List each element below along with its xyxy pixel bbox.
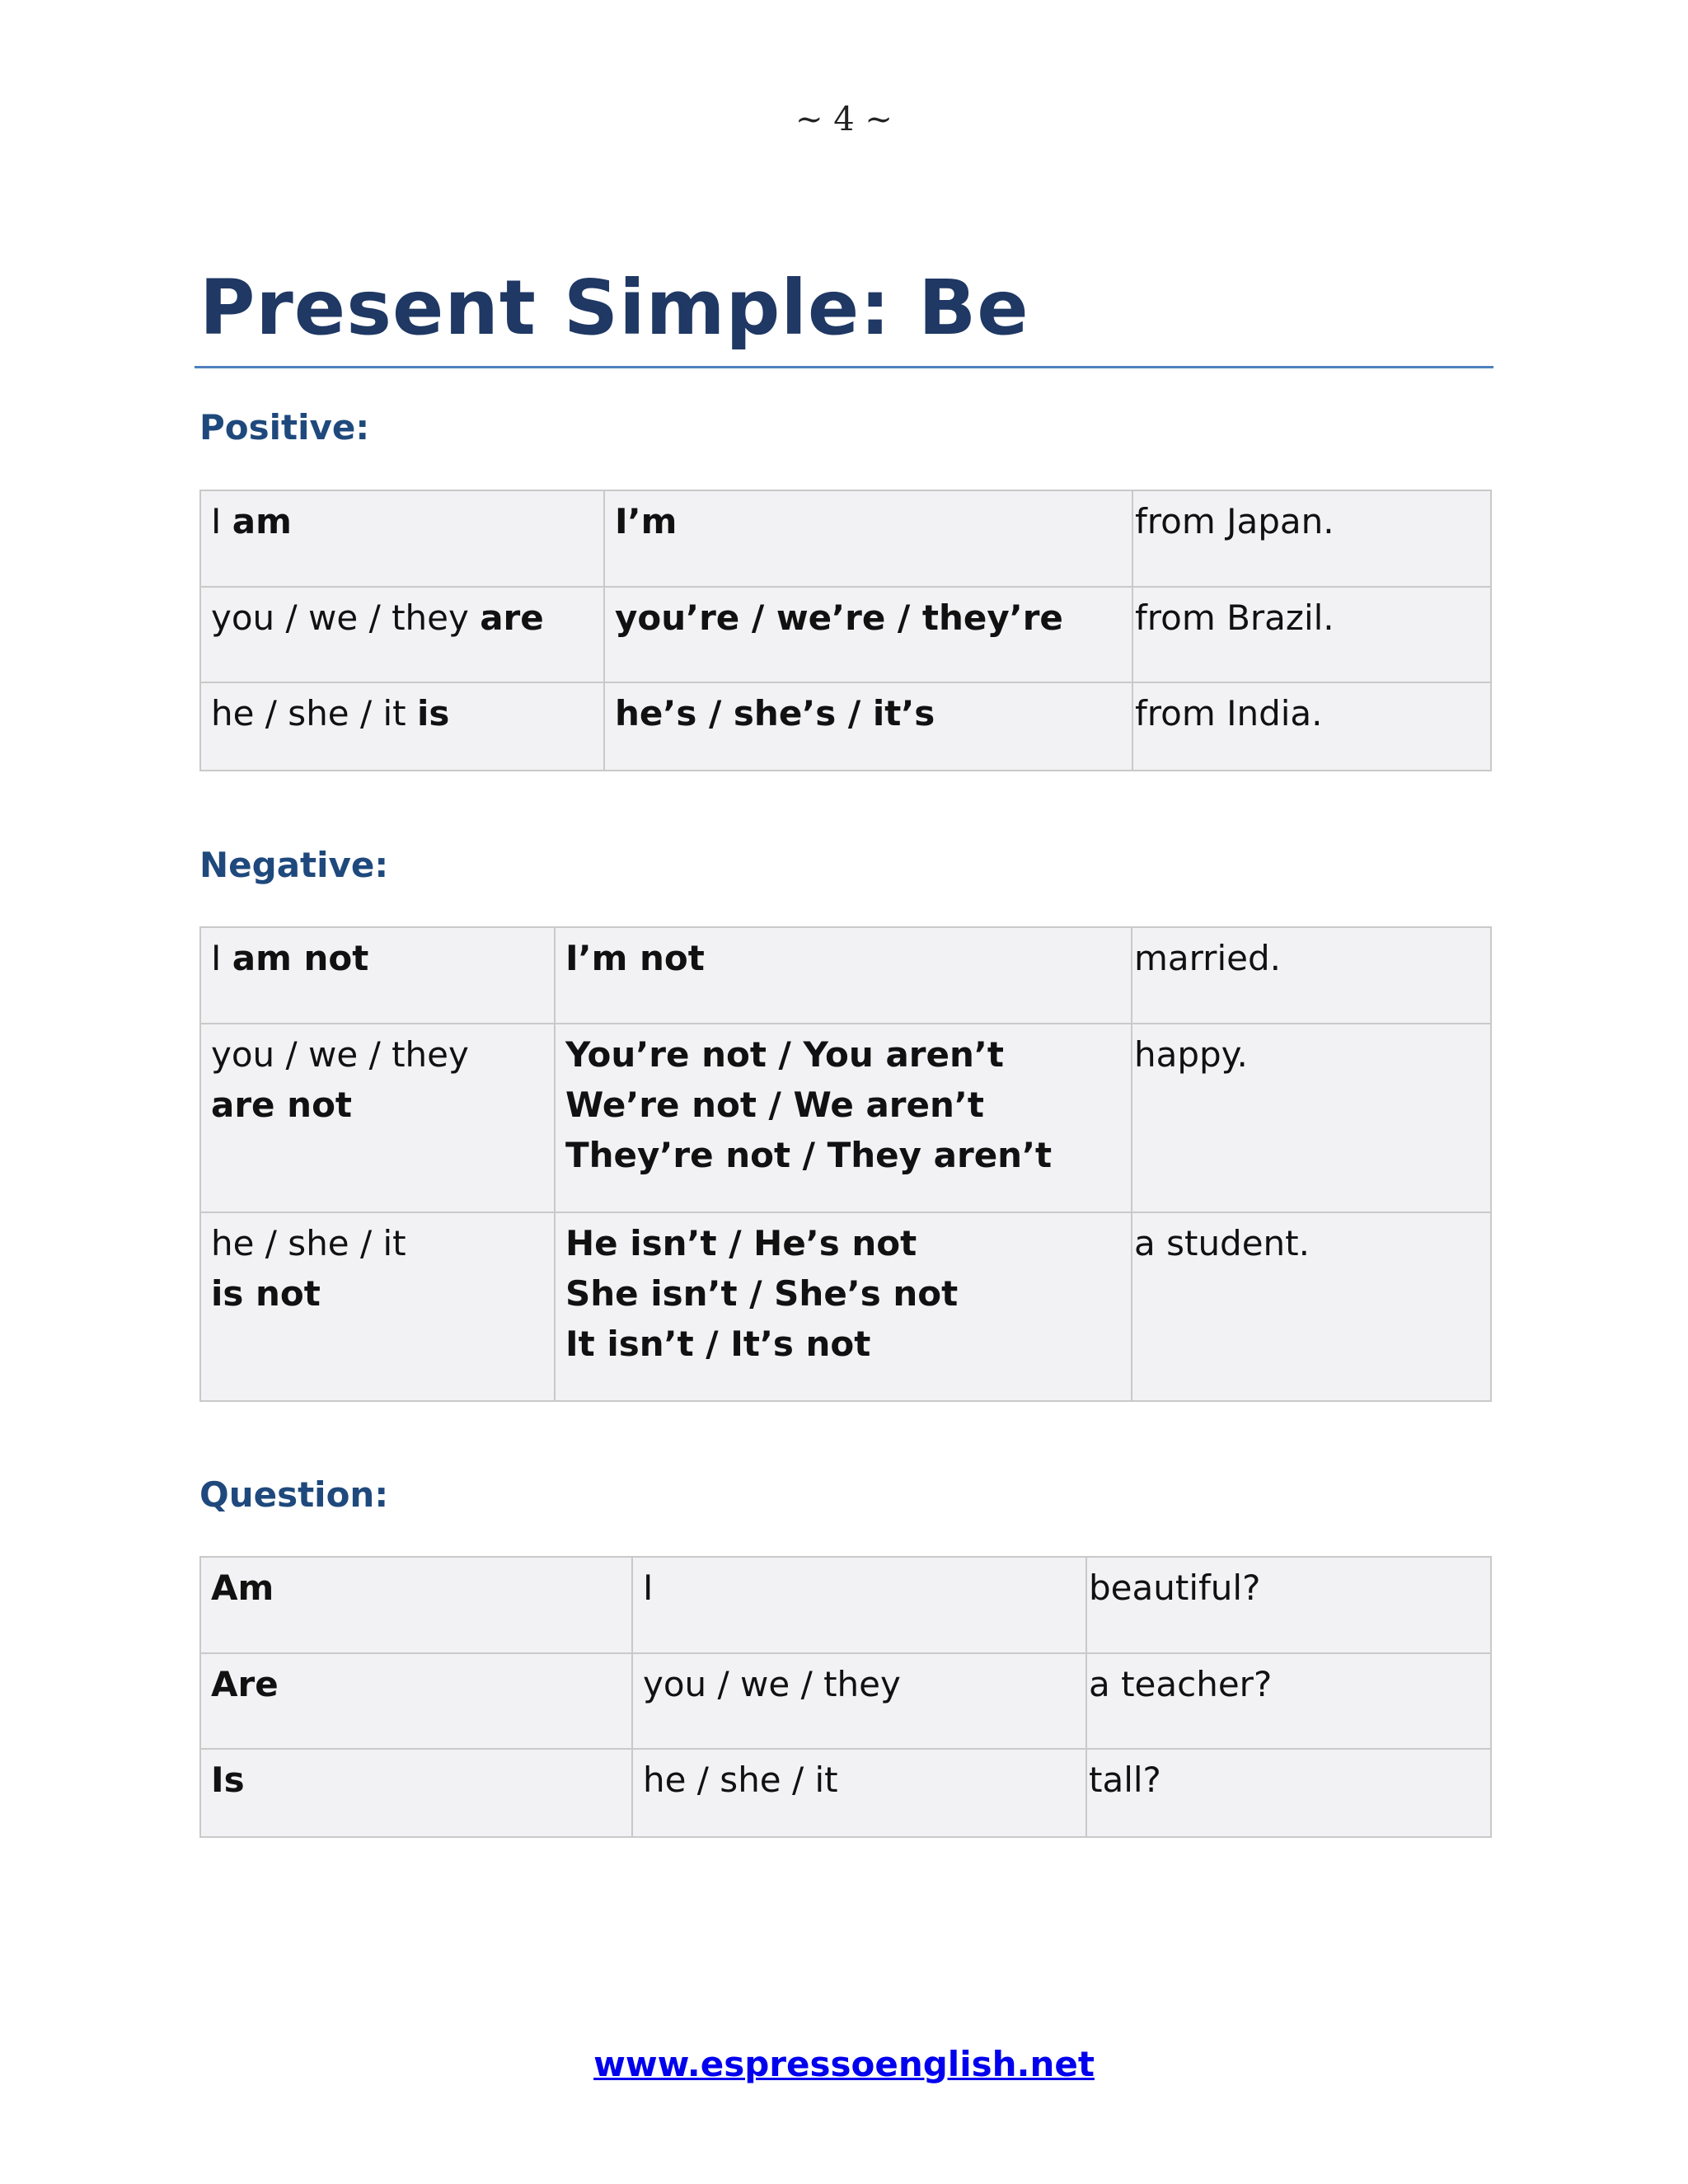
contraction-cell: you’re / we’re / they’re xyxy=(604,587,1132,682)
negative-table xyxy=(199,926,1492,1402)
verb-text: are xyxy=(480,598,544,638)
positive-heading: Positive: xyxy=(199,407,370,448)
subject-text: I xyxy=(211,938,232,978)
example-cell: married. xyxy=(1132,927,1491,1024)
contraction-cell xyxy=(555,1212,1132,1401)
subject-cell: he / she / it xyxy=(632,1749,1086,1837)
question-table xyxy=(199,1556,1492,1838)
verb-text: am not xyxy=(232,938,369,978)
verb-text: are not xyxy=(211,1085,352,1125)
example-cell: tall? xyxy=(1086,1749,1491,1837)
subject-cell: you / we / they xyxy=(632,1653,1086,1749)
subject-cell xyxy=(200,587,604,682)
table-row xyxy=(200,927,1491,1024)
subject-cell xyxy=(200,682,604,771)
verb-cell: Is xyxy=(200,1749,632,1837)
table-row xyxy=(200,682,1491,771)
subject-text: you / we / they xyxy=(211,1034,469,1075)
contraction-cell xyxy=(555,927,1132,1024)
example-cell: a student. xyxy=(1132,1212,1491,1401)
subject-text: I xyxy=(211,501,232,541)
question-heading: Question: xyxy=(199,1474,389,1515)
example-cell: beautiful? xyxy=(1086,1557,1491,1653)
subject-text: you / we / they xyxy=(211,598,481,638)
subject-cell xyxy=(200,1024,555,1212)
positive-table xyxy=(199,490,1492,771)
contraction-line: She isn’t / She’s not xyxy=(565,1273,959,1314)
verb-cell: Are xyxy=(200,1653,632,1749)
example-cell: a teacher? xyxy=(1086,1653,1491,1749)
footer xyxy=(0,2044,1688,2084)
contraction-line: I’m not xyxy=(565,938,705,978)
page-number: ~ 4 ~ xyxy=(795,101,893,138)
table-row xyxy=(200,1749,1491,1837)
page-title: Present Simple: Be xyxy=(199,264,1029,352)
example-cell: happy. xyxy=(1132,1024,1491,1212)
subject-cell xyxy=(200,1212,555,1401)
table-row xyxy=(200,1557,1491,1653)
contraction-cell: he’s / she’s / it’s xyxy=(604,682,1132,771)
subject-text: he / she / it xyxy=(211,1223,406,1263)
table-row xyxy=(200,587,1491,682)
verb-text: is not xyxy=(211,1273,321,1314)
verb-text: am xyxy=(232,501,292,541)
example-cell: from Japan. xyxy=(1132,490,1491,587)
verb-cell: Am xyxy=(200,1557,632,1653)
contraction-line: You’re not / You aren’t xyxy=(565,1034,1004,1075)
subject-cell xyxy=(200,490,604,587)
subject-cell: I xyxy=(632,1557,1086,1653)
contraction-line: It isn’t / It’s not xyxy=(565,1324,871,1364)
website-link[interactable]: www.espressoenglish.net xyxy=(593,2044,1095,2084)
negative-heading: Negative: xyxy=(199,845,389,885)
table-row xyxy=(200,1024,1491,1212)
table-row xyxy=(200,1212,1491,1401)
table-row xyxy=(200,490,1491,587)
subject-cell xyxy=(200,927,555,1024)
contraction-cell: I’m xyxy=(604,490,1132,587)
contraction-line: They’re not / They aren’t xyxy=(565,1135,1053,1175)
subject-text: he / she / it xyxy=(211,693,417,733)
contraction-line: We’re not / We aren’t xyxy=(565,1085,984,1125)
example-cell: from India. xyxy=(1132,682,1491,771)
verb-text: is xyxy=(417,693,450,733)
contraction-line: He isn’t / He’s not xyxy=(565,1223,917,1263)
contraction-cell xyxy=(555,1024,1132,1212)
title-underline xyxy=(195,366,1493,368)
example-cell: from Brazil. xyxy=(1132,587,1491,682)
table-row xyxy=(200,1653,1491,1749)
